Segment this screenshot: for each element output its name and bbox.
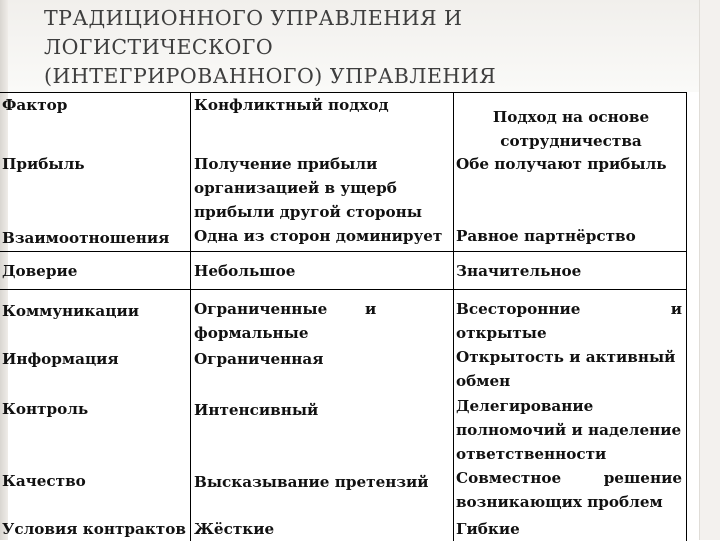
factor-trust: Доверие	[2, 262, 78, 280]
conflict-contracts: Жёсткие	[194, 520, 275, 538]
slide-title-line-1: ТРАДИЦИОННОГО УПРАВЛЕНИЯ И	[44, 6, 463, 30]
comparison-table	[0, 92, 687, 541]
coop-quality-word-1: Совместное	[456, 469, 562, 487]
table-row-divider-relations	[0, 251, 686, 252]
coop-communications-line-1	[456, 297, 682, 321]
table-column-divider-2	[453, 93, 454, 541]
conflict-trust: Небольшое	[194, 262, 296, 280]
right-frame-line	[699, 0, 700, 540]
coop-information-line-2: обмен	[456, 372, 511, 390]
header-cooperation-line-2: сотрудничества	[500, 132, 642, 150]
factor-quality: Качество	[2, 472, 86, 490]
coop-contracts: Гибкие	[456, 520, 520, 538]
coop-quality-line-1	[456, 466, 682, 490]
header-conflict-approach: Конфликтный подход	[194, 96, 389, 114]
factor-profit: Прибыль	[2, 155, 85, 173]
conflict-profit-line-2: организацией в ущерб	[194, 179, 397, 197]
table-row-divider-communications	[0, 289, 686, 290]
coop-relations: Равное партнёрство	[456, 227, 636, 245]
coop-information-line-1: Открытость и активный	[456, 348, 676, 366]
conflict-communications-word-1: Ограниченные	[194, 300, 328, 318]
coop-communications-word-1: Всесторонние	[456, 300, 581, 318]
coop-communications-line-2: открытые	[456, 324, 547, 342]
conflict-control: Интенсивный	[194, 401, 319, 419]
conflict-communications-word-2: и	[365, 300, 377, 318]
coop-communications-word-2: и	[670, 300, 682, 318]
conflict-quality: Высказывание претензий	[194, 473, 429, 491]
factor-relations: Взаимоотношения	[2, 229, 170, 247]
conflict-communications-line-2: формальные	[194, 324, 309, 342]
slide-title-line-2: ЛОГИСТИЧЕСКОГО	[44, 35, 274, 59]
conflict-relations: Одна из сторон доминирует	[194, 227, 443, 245]
coop-quality-line-2: возникающих проблем	[456, 493, 663, 511]
coop-control-line-1: Делегирование	[456, 397, 594, 415]
coop-quality-word-2: решение	[603, 469, 682, 487]
conflict-profit-line-3: прибыли другой стороны	[194, 203, 422, 221]
slide-title	[44, 4, 684, 91]
factor-communications: Коммуникации	[2, 302, 139, 320]
coop-control-line-2: полномочий и наделение	[456, 421, 682, 439]
right-frame-border	[700, 0, 720, 540]
factor-control: Контроль	[2, 400, 89, 418]
header-cooperation-line-1: Подход на основе	[492, 108, 650, 126]
factor-information: Информация	[2, 350, 119, 368]
factor-contracts: Условия контрактов	[2, 520, 186, 538]
header-factor: Фактор	[2, 96, 68, 114]
table-column-divider-1	[190, 93, 191, 541]
conflict-profit-line-1: Получение прибыли	[194, 155, 378, 173]
conflict-information: Ограниченная	[194, 350, 324, 368]
coop-control-line-3: ответственности	[456, 445, 607, 463]
slide-title-line-3: (ИНТЕГРИРОВАННОГО) УПРАВЛЕНИЯ	[44, 64, 497, 88]
coop-trust: Значительное	[456, 262, 582, 280]
coop-profit: Обе получают прибыль	[456, 155, 667, 173]
